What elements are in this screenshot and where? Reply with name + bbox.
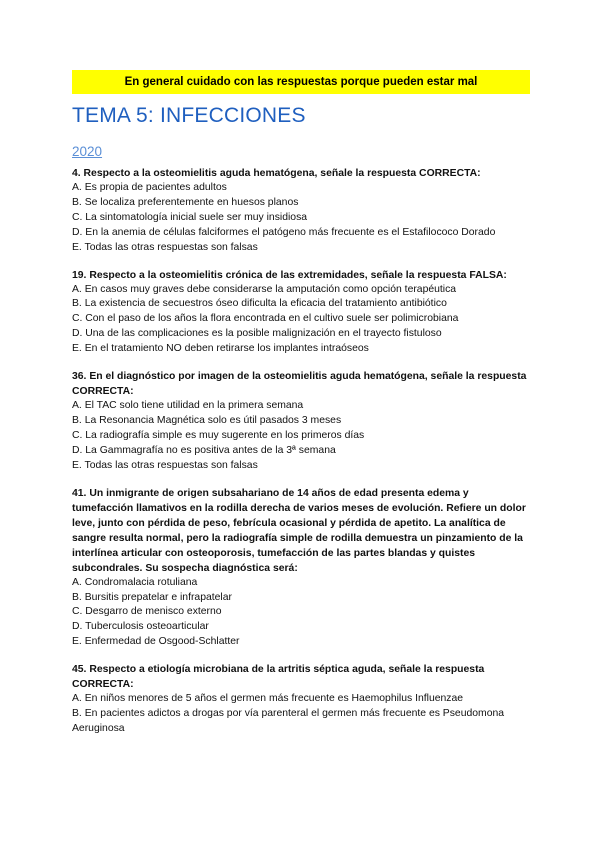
question-header: 41. Un inmigrante de origen subsahariano de 14 años de edad presenta edema y tumefacción llamativos en la rodilla derecha de varios meses de evolución. Refiere un dolor leve, junto con pérdida de peso, febrícula ocasional y pérdida de apetito. La analítica de sangre resulta normal, pero la radiografía simple de rodilla demuestra un pinzamiento de la interlínea articular con osteoporosis, tumefacción de las partes blandas y quistes subcondrales. Su sospecha diagnóstica será: (72, 487, 526, 574)
year-link[interactable]: 2020 (72, 144, 103, 159)
answer-option: D. Una de las complicaciones es la posible malignización en el trayecto fistuloso (72, 328, 442, 340)
question-header: 4. Respecto a la osteomielitis aguda hematógena, señale la respuesta CORRECTA: (72, 168, 481, 179)
answer-option: B. Bursitis prepatelar e infrapatelar (72, 591, 232, 603)
page-title: TEMA 5: INFECCIONES (72, 104, 306, 127)
answer-option: C. Con el paso de los años la flora encontrada en el cultivo suele ser polimicrobiana (72, 313, 459, 325)
question-header: 36. En el diagnóstico por imagen de la osteomielitis aguda hematógena, señale la respuesta CORRECTA: (72, 371, 527, 398)
warning-banner: En general cuidado con las respuestas porque pueden estar mal (72, 70, 530, 94)
answer-option: B. Se localiza preferentemente en huesos planos (72, 196, 299, 208)
question-block (72, 486, 530, 651)
question-block (72, 662, 530, 737)
question-block (72, 268, 530, 358)
question-block (72, 166, 530, 256)
answer-option: A. El TAC solo tiene utilidad en la primera semana (72, 400, 304, 412)
answer-option: C. La sintomatología inicial suele ser muy insidiosa (72, 211, 308, 223)
answer-option: B. La Resonancia Magnética solo es útil pasados 3 meses (72, 414, 342, 426)
answer-option: B. La existencia de secuestros óseo dificulta la eficacia del tratamiento antibiótico (72, 298, 447, 310)
answer-option: C. Desgarro de menisco externo (72, 606, 222, 618)
answer-option: E. Enfermedad de Osgood-Schlatter (72, 636, 240, 648)
answer-option: D. La Gammagrafía no es positiva antes de la 3ª semana (72, 444, 336, 456)
answer-option: E. Todas las otras respuestas son falsas (72, 459, 258, 471)
answer-option: D. En la anemia de células falciformes el patógeno más frecuente es el Estafilococo Dorado (72, 226, 496, 238)
answer-option: B. En pacientes adictos a drogas por vía parenteral el germen más frecuente es Pseudomona Aeruginosa (72, 708, 505, 734)
question-header: 19. Respecto a la osteomielitis crónica de las extremidades, señale la respuesta FALSA: (72, 269, 507, 281)
answer-option: A. En niños menores de 5 años el germen más frecuente es Haemophilus Influenzae (72, 693, 464, 705)
answer-option: E. Todas las otras respuestas son falsas (72, 241, 258, 253)
question-block (72, 369, 530, 474)
answer-option: D. Tuberculosis osteoarticular (72, 621, 209, 633)
answer-option: A. Condromalacia rotuliana (72, 576, 198, 588)
document-page (72, 70, 530, 737)
answer-option: E. En el tratamiento NO deben retirarse los implantes intraóseos (72, 343, 369, 355)
answer-option: A. En casos muy graves debe considerarse la amputación como opción terapéutica (72, 283, 457, 295)
question-header: 45. Respecto a etiología microbiana de la artritis séptica aguda, señale la respuesta CORRECTA: (72, 664, 485, 691)
answer-option: A. Es propia de pacientes adultos (72, 182, 227, 193)
answer-option: C. La radiografía simple es muy sugerente en los primeros días (72, 429, 365, 441)
